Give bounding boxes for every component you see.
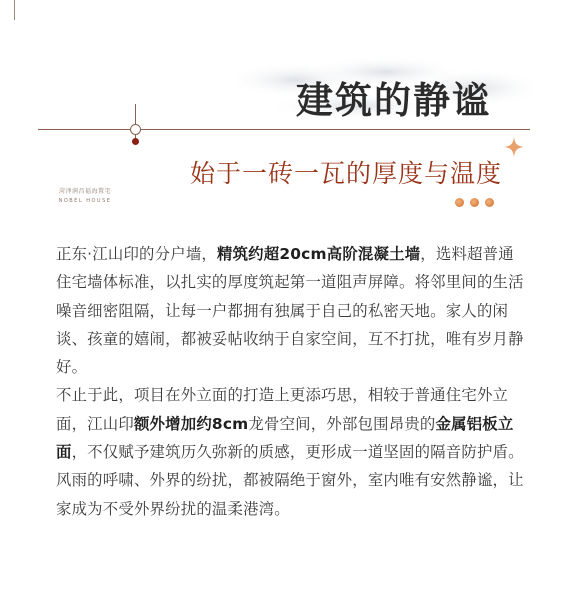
highlight-text: 精筑约超20cm高阶混凝土墙: [217, 245, 421, 263]
three-dots-decoration: [455, 198, 497, 209]
ring-marker-icon: [130, 124, 141, 135]
horizontal-divider: [38, 129, 530, 130]
paragraph-2: 不止于此，项目在外立面的打造上更添巧思，相较于普通住宅外立面，江山印额外增加约8cm龙骨空间，外部包围昂贵的金属铝板立面，不仅赋予建筑历久弥新的质感，更形成一道坚固的隔音防护盾。风雨的呼啸、外界的纷扰，都被隔绝于窗外，室内唯有安然静谧，让家成为不受外界纷扰的温柔港湾。: [56, 386, 524, 518]
article-body: [56, 240, 526, 523]
page-title: 建筑的静谧: [296, 79, 491, 122]
subtitle: 始于一砖一瓦的厚度与温度: [190, 159, 503, 188]
brand-name-cn: 菏泽润昌福海置宅: [58, 188, 111, 195]
sparkle-star-icon: [504, 137, 524, 157]
brand-name-en: NOBEL HOUSE: [58, 198, 112, 204]
paragraph-1: 正东·江山印的分户墙，精筑约超20cm高阶混凝土墙，选料超普通住宅墙体标准，以扎实的厚度筑起第一道阻声屏障。将邻里间的生活噪音细密阻隔，让每一户都拥有独属于自己的私密天地。家人的闲谈、孩童的嬉闹，都被妥帖收纳于自家空间，互不打扰，唯有岁月静好。: [56, 245, 524, 377]
red-dot-icon: [132, 138, 139, 145]
dot-icon: [470, 198, 479, 207]
brand-logo: [40, 186, 130, 204]
highlight-text: 额外增加约8cm: [133, 414, 249, 433]
top-left-line: [14, 0, 15, 20]
highlight-text: 金属铝板立面: [56, 414, 514, 462]
dot-icon: [455, 198, 464, 207]
dot-icon: [485, 198, 494, 207]
vertical-guide-line: [135, 104, 136, 142]
